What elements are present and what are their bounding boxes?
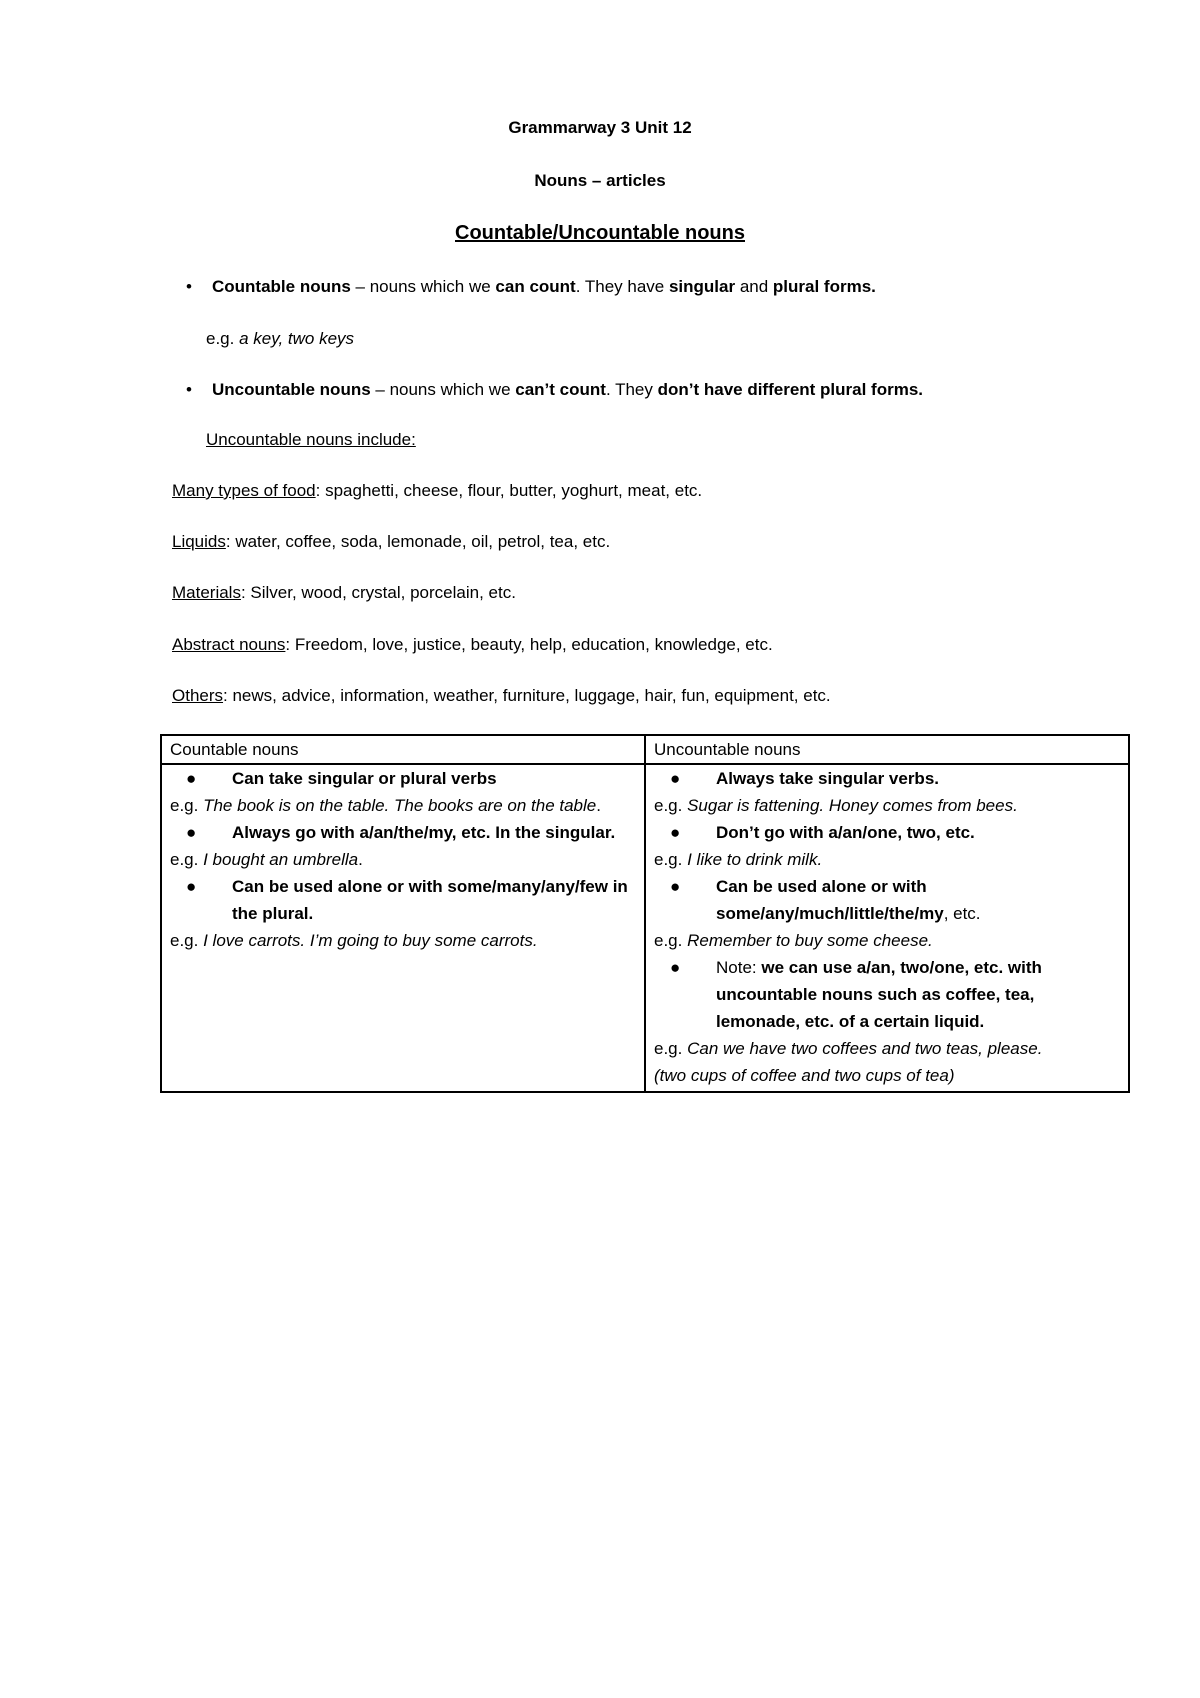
- example-text: (two cups of coffee and two cups of tea): [654, 1066, 955, 1085]
- table-header-row: [161, 735, 1129, 764]
- example-text: e.g. I bought an umbrella.: [170, 850, 363, 869]
- comparison-table: [160, 734, 1130, 1093]
- document-title: Grammarway 3 Unit 12: [508, 118, 692, 137]
- header-uncountable: Uncountable nouns: [645, 735, 1129, 764]
- example-text: e.g. Can we have two coffees and two teas, please.: [654, 1039, 1043, 1058]
- uncountable-rules-cell: [645, 764, 1129, 1092]
- list-item: ● Don’t go with a/an/one, two, etc.: [654, 819, 1120, 846]
- bullet-icon: ●: [670, 769, 681, 788]
- category-materials: Materials: Silver, wood, crystal, porcelain, etc.: [172, 583, 516, 602]
- uncountable-definition: • Uncountable nouns – nouns which we can’t count. They don’t have different plural forms.: [186, 380, 924, 399]
- example-text: e.g. I like to drink milk.: [654, 850, 823, 869]
- section-heading: Countable/Uncountable nouns: [455, 222, 745, 244]
- bullet-icon: •: [186, 277, 192, 296]
- list-item: ● Note: we can use a/an, two/one, etc. with uncountable nouns such as coffee, tea, lemonade, etc. of a certain liquid.: [654, 954, 1120, 1035]
- list-item: ● Always take singular verbs.: [654, 765, 1120, 792]
- document-subtitle: Nouns – articles: [534, 171, 666, 190]
- countable-example: e.g. a key, two keys: [206, 329, 355, 348]
- example-text: e.g. The book is on the table. The books are on the table.: [170, 796, 601, 815]
- list-item: ● Can be used alone or with some/any/much/little/the/my, etc.: [654, 873, 1120, 927]
- list-item: ● Can take singular or plural verbs: [170, 765, 636, 792]
- bullet-icon: ●: [186, 877, 197, 896]
- bullet-icon: ●: [670, 958, 681, 977]
- example-text: e.g. I love carrots. I’m going to buy some carrots.: [170, 931, 538, 950]
- bullet-icon: ●: [670, 823, 681, 842]
- list-item: ● Always go with a/an/the/my, etc. In the singular.: [170, 819, 636, 846]
- bullet-icon: ●: [186, 823, 197, 842]
- example-text: e.g. Remember to buy some cheese.: [654, 931, 933, 950]
- bullet-icon: ●: [186, 769, 197, 788]
- countable-definition: • Countable nouns – nouns which we can count. They have singular and plural forms.: [186, 277, 876, 296]
- category-food: Many types of food: spaghetti, cheese, flour, butter, yoghurt, meat, etc.: [172, 481, 703, 500]
- table-row: [161, 764, 1129, 1092]
- example-text: e.g. Sugar is fattening. Honey comes from bees.: [654, 796, 1018, 815]
- category-others: Others: news, advice, information, weather, furniture, luggage, hair, fun, equipment, etc.: [172, 686, 831, 705]
- header-countable: Countable nouns: [161, 735, 645, 764]
- countable-rules-cell: [161, 764, 645, 1092]
- list-item: ● Can be used alone or with some/many/any/few in the plural.: [170, 873, 636, 927]
- category-liquids: Liquids: water, coffee, soda, lemonade, oil, petrol, tea, etc.: [172, 532, 611, 551]
- bullet-icon: ●: [670, 877, 681, 896]
- category-abstract: Abstract nouns: Freedom, love, justice, beauty, help, education, knowledge, etc.: [172, 635, 773, 654]
- bullet-icon: •: [186, 380, 192, 399]
- uncountable-include-label: Uncountable nouns include:: [206, 430, 416, 449]
